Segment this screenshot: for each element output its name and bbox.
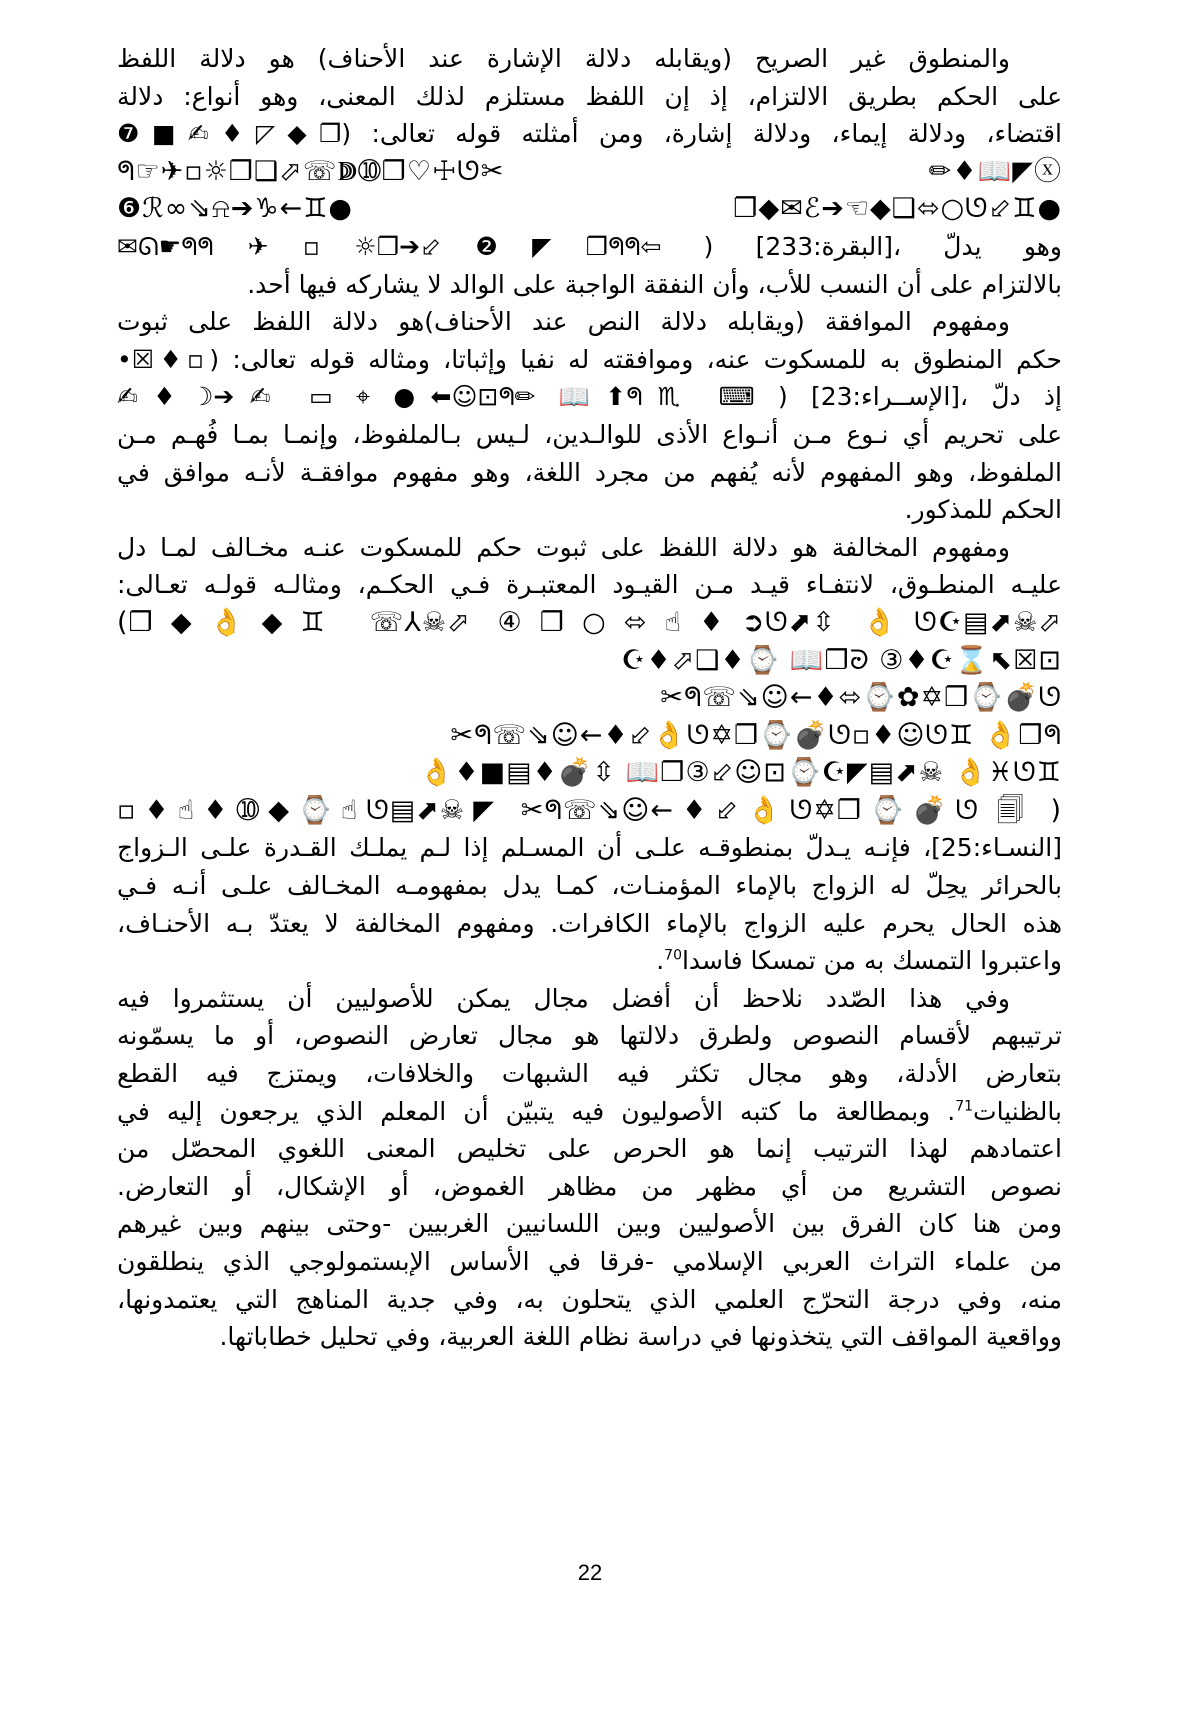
quran-glyph-line: ☪♦⬀❑♦⌚ 📖❐ᘒ ③♦☪⌛⬉☒⊡ [621,644,1062,676]
text-segment: . وبمطالعة ما كتبه الأصوليون فيه يتبيّن أن المعلم الذي يرجعون إليه في [117,1096,956,1126]
text-line: ومن هنا كان الفرق بين الأصوليين وبين اللسانيين الغربيين -وحتى بينهم وبين غيرهم [117,1209,1062,1239]
text-line: هذه الحال يحرم عليه الزواج بالإماء الكافرات. ومفهوم المخالفة لا يعتدّ بـه الأحنـاف، [117,908,1062,938]
text-line: بتعارض الأدلة، وهو مجال تكثر فيه الشبهات والخلافات، ويمتزج فيه القطع [117,1059,1062,1089]
text-line: اعتمادهم لهذا الترتيب إنما هو الحرص على تخليص المعنى اللغوي المحصّل من [117,1134,1062,1164]
text-segment: بالظنيات [973,1096,1062,1126]
text-line: ومفهوم الموافقة (ويقابله دلالة النص عند الأحناف)هو دلالة اللفظ على ثبوت [117,307,1010,337]
text-line: وواقعية المواقف التي يتخذونها في دراسة نظام اللغة العربية، وفي تحليل خطاباتها. [219,1322,1062,1352]
text-line: اقتضاء، ودلالة إيماء، ودلالة إشارة، ومن أمثلته قوله تعالى: (❐◆◸♦✍■❼ [117,119,1062,149]
page-number: 22 [577,1560,603,1585]
footnote-ref-71[interactable]: 71 [955,1098,974,1115]
text-line: على تحريم أي نـوع مـن أنـواع الأذى للوالـدين، لـيس بـالملفوظ، وإنمـا بمـا فُهـم مـن [117,419,1062,449]
text-line: ✍♦☽➔✍ ▭ ⌖ ●⬅☺⊡ᖗ✏ 📖⬆ᖗ♏ ⌨ ) [الإســراء:23]، إذ دلّ [117,382,1062,412]
text-line: عليـه المنطـوق، لانتفـاء قيـد مـن القيـود المعتبـرة فـي الحكـم، ومثالـه قولـه تعـالى: [117,570,1062,600]
text-line: من علماء التراث العربي الإسلامي -فرقا في الأساس الإبستمولوجي الذي ينطلقون [117,1247,1062,1276]
text-segment: . [656,946,665,976]
text-line: وفي هذا الصّدد نلاحظ أن أفضل مجال يمكن للأصوليين أن يستثمروا فيه [117,983,1010,1013]
quran-glyph-line: (❐◆👌◆♊ ☏⅄☠⬀ ④❐○⬄☝♦➲ᘎ⬈⇳ 👌ᘎ☪▤⬈☠⬀ [117,606,1062,638]
text-line: والمنطوق غير الصريح (ويقابله دلالة الإشارة عند الأحناف) هو دلالة اللفظ [117,44,1010,73]
quran-glyph-segment: ⓧ◤📖♦✏ [928,155,1062,187]
text-segment: واعتبروا التمسك به من تمسكا فاسدا [681,946,1062,976]
footnote-ref-70[interactable]: 70 [664,947,682,964]
document-page [117,40,1062,1356]
quran-glyph-segment: ●♊⬃ℰ➔☜◆❑⬄○ᘎ✉◆❐ [733,193,1062,225]
text-line: ومفهوم المخالفة هو دلالة اللفظ على ثبوت حكم للمسكوت عنـه مخـالف لمـا دل [117,532,1010,562]
text-line: منه، وفي درجة التحرّج العلمي الذي يتحلون به، وفي جدية المناهج التي يعتمدونها، [117,1284,1062,1314]
text-line: [النسـاء:25]، فإنـه يـدلّ بمنطوقـه علـى أن المسـلم إذا لـم يملـك القـدرة علـى الـزواج [117,833,1062,863]
text-line: بالالتزام على أن النسب للأب، وأن النفقة الواجبة على الوالد لا يشاركه فيها أحد. [247,269,1062,299]
quran-glyph-segment: ●♊←♑➔⍾⇘∞ℛ❻ [117,193,353,225]
text-line-with-footnote [117,1093,1062,1131]
quran-glyph-line [117,153,1062,191]
text-line: بالحرائر يحِلّ له الزواج بالإماء المؤمنـات، كمـا يدل بمفهومـه المخـالف علـى أنـه فـي [117,871,1062,901]
text-line: ✉ᘏ☛ᖗᖗ✈▫☼❐➔⬃❷◤❐ᖗᖗ⇦ ) [البقرة:233]، وهو يدلّ [117,231,1062,261]
text-line: نصوص التشريع من أي مظهر من مظاهر الغموض، أو الإشكال، أو التعارض. [117,1171,1062,1201]
quran-glyph-line: ✂ᖗ☏⇘☺←♦⬃👌ᘎ✡❐⌚💣ᘎ▫♦☺ᘎ♊ 👌❐ᖗ [450,719,1062,751]
quran-glyph-line [117,190,1062,228]
text-line: الحكم للمذكور. [904,495,1062,525]
quran-glyph-segment: ✂ᖗ☞✈▫☼❐❑⬀☏ↇ➉❐♡☩ᘎ [117,155,505,187]
text-line: حكم المنطوق به للمسكوت عنه، وموافقته له نفيا وإثباتا، ومثاله قوله تعالى: (▫♦☒• [117,344,1062,374]
quran-glyph-line: ▫♦☝♦➉◆⌚☝ᘎ▤⬈☠◤ ✂ᖗ☏⇘☺←♦⬃👌ᘎ✡❐⌚💣ᘎ 🗐 ) [117,794,1062,826]
quran-glyph-line: 👌♦■▤♦💣⇳ 📖❐③⬃☺⊡⌚☪◤▤⬈☠ 👌♓ᘎ♊ [419,757,1062,789]
text-line: ترتيبهم لأقسام النصوص ولطرق دلالتها هو مجال تعارض النصوص، أو ما يسمّونه [117,1021,1062,1051]
text-line: الملفوظ، وهو المفهوم لأنه يُفهم من مجرد اللغة، وهو مفهوم موافقـة لأنـه موافق في [117,457,1062,487]
text-line-with-footnote [117,942,1062,980]
quran-glyph-line: ✂ᖗ☏⇘☺←♦⬄⌚✿✡❐⌚💣ᘎ [660,682,1062,714]
text-line: على الحكم بطريق الالتزام، إذ إن اللفظ مستلزم لذلك المعنى، وهو أنواع: دلالة [117,81,1062,111]
